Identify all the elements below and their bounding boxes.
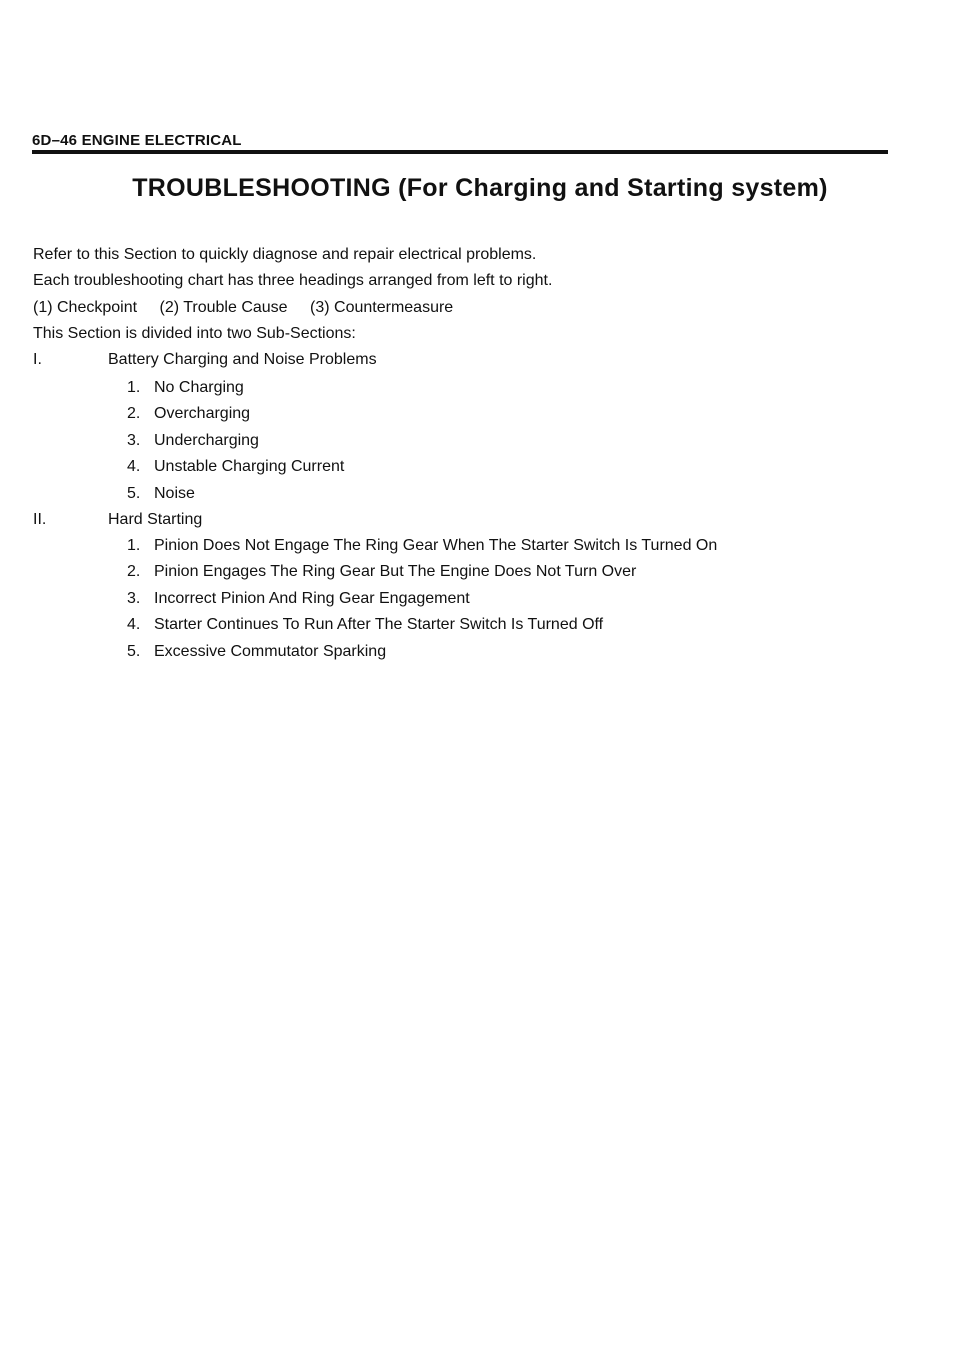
list-item: Undercharging: [154, 432, 259, 449]
section-numeral: I.: [33, 351, 42, 368]
intro-line-1: Refer to this Section to quickly diagnose and repair electrical problems.: [33, 246, 537, 263]
page-title: TROUBLESHOOTING (For Charging and Starting system): [132, 174, 828, 202]
heading-trouble-cause: (2) Trouble Cause: [159, 299, 288, 316]
heading-countermeasure: (3) Countermeasure: [310, 299, 454, 316]
section-title: Battery Charging and Noise Problems: [108, 351, 377, 368]
list-item: Starter Continues To Run After The Starter Switch Is Turned Off: [154, 616, 604, 633]
list-item-number: 1.: [127, 537, 141, 554]
headings-line: [33, 295, 471, 321]
heading-checkpoint: (1) Checkpoint: [33, 299, 138, 316]
header-rule: [32, 150, 888, 154]
list-item-number: 1.: [127, 379, 141, 396]
list-item: Unstable Charging Current: [154, 458, 345, 475]
list-item-number: 4.: [127, 458, 141, 475]
section-header: 6D–46 ENGINE ELECTRICAL: [32, 132, 242, 149]
list-item-number: 4.: [127, 616, 141, 633]
list-item-number: 5.: [127, 643, 141, 660]
list-item-number: 2.: [127, 405, 141, 422]
list-item: No Charging: [154, 379, 244, 396]
list-item: Noise: [154, 485, 195, 502]
section-title: Hard Starting: [108, 511, 203, 528]
list-item: Incorrect Pinion And Ring Gear Engagement: [154, 590, 470, 607]
list-item-number: 3.: [127, 432, 141, 449]
intro-line-2: Each troubleshooting chart has three headings arranged from left to right.: [33, 272, 553, 289]
intro-line-4: This Section is divided into two Sub-Sections:: [33, 325, 356, 342]
list-item-number: 2.: [127, 563, 141, 580]
list-item-number: 3.: [127, 590, 141, 607]
list-item: Pinion Does Not Engage The Ring Gear When The Starter Switch Is Turned On: [154, 537, 718, 554]
section-numeral: II.: [33, 511, 47, 528]
list-item: Pinion Engages The Ring Gear But The Engine Does Not Turn Over: [154, 563, 637, 580]
list-item: Excessive Commutator Sparking: [154, 643, 387, 660]
list-item-number: 5.: [127, 485, 141, 502]
list-item: Overcharging: [154, 405, 251, 422]
